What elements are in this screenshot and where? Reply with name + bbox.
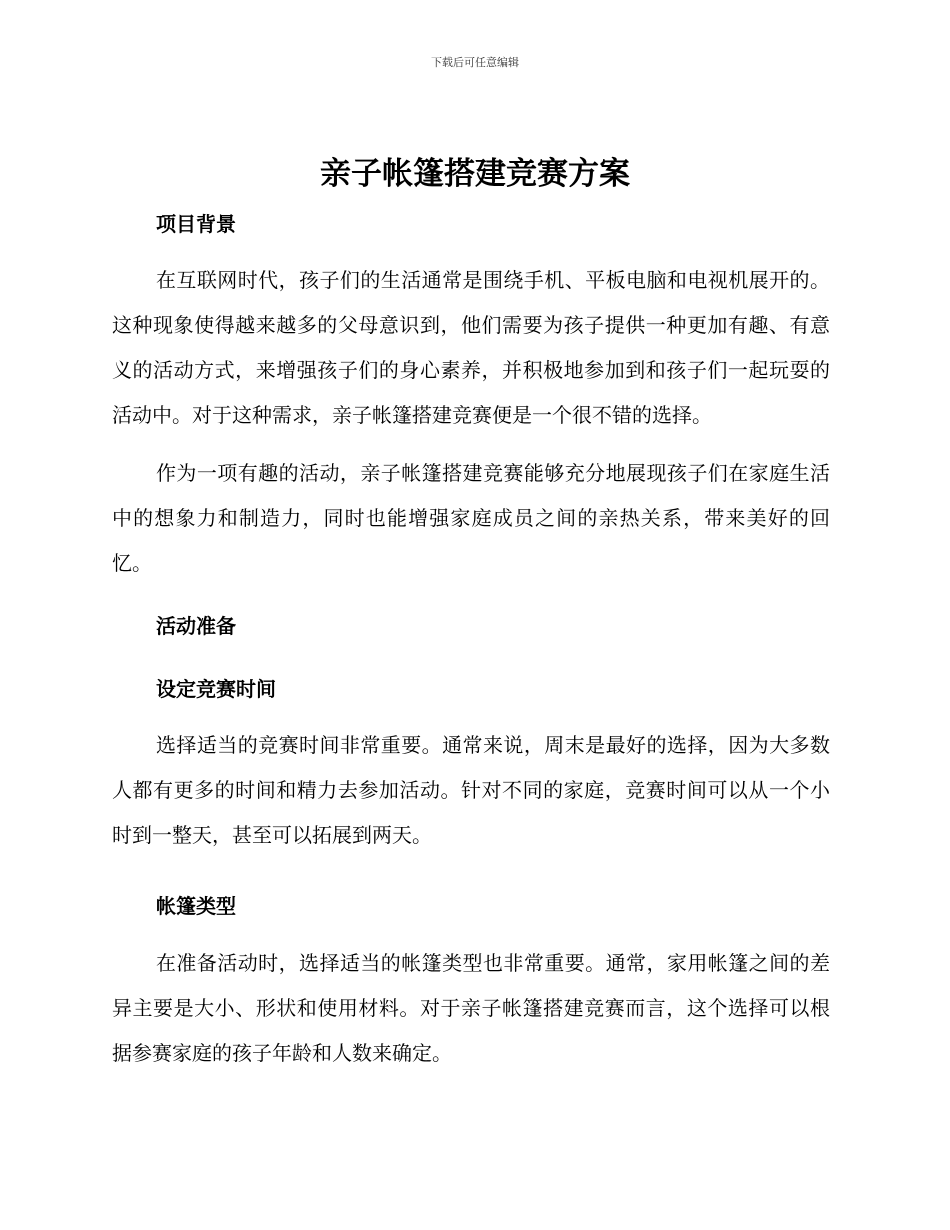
subheading-competition-time: 设定竞赛时间 <box>156 677 276 701</box>
document-title: 亲子帐篷搭建竞赛方案 <box>320 156 630 192</box>
paragraph-tent-type: 在准备活动时，选择适当的帐篷类型也非常重要。通常，家用帐篷之间的差异主要是大小、形状和使用材料。对于亲子帐篷搭建竞赛而言，这个选择可以根据参赛家庭的孩子年龄和人数来确定。 <box>112 951 830 1065</box>
paragraph-competition-time: 选择适当的竞赛时间非常重要。通常来说，周末是最好的选择，因为大多数人都有更多的时间和精力去参加活动。针对不同的家庭，竞赛时间可以从一个小时到一整天，甚至可以拓展到两天。 <box>112 733 830 847</box>
paragraph-background-1: 在互联网时代，孩子们的生活通常是围绕手机、平板电脑和电视机展开的。这种现象使得越来越多的父母意识到，他们需要为孩子提供一种更加有趣、有意义的活动方式，来增强孩子们的身心素养，并积极地参加到和孩子们一起玩耍的活动中。对于这种需求，亲子帐篷搭建竞赛便是一个很不错的选择。 <box>112 268 830 427</box>
page-header-note: 下载后可任意编辑 <box>431 56 519 69</box>
section-heading-background: 项目背景 <box>156 212 236 236</box>
section-heading-preparation: 活动准备 <box>156 614 236 638</box>
document-body <box>112 198 830 1076</box>
subheading-tent-type: 帐篷类型 <box>156 894 236 918</box>
paragraph-background-2: 作为一项有趣的活动，亲子帐篷搭建竞赛能够充分地展现孩子们在家庭生活中的想象力和制造力，同时也能增强家庭成员之间的亲热关系，带来美好的回忆。 <box>112 461 830 575</box>
